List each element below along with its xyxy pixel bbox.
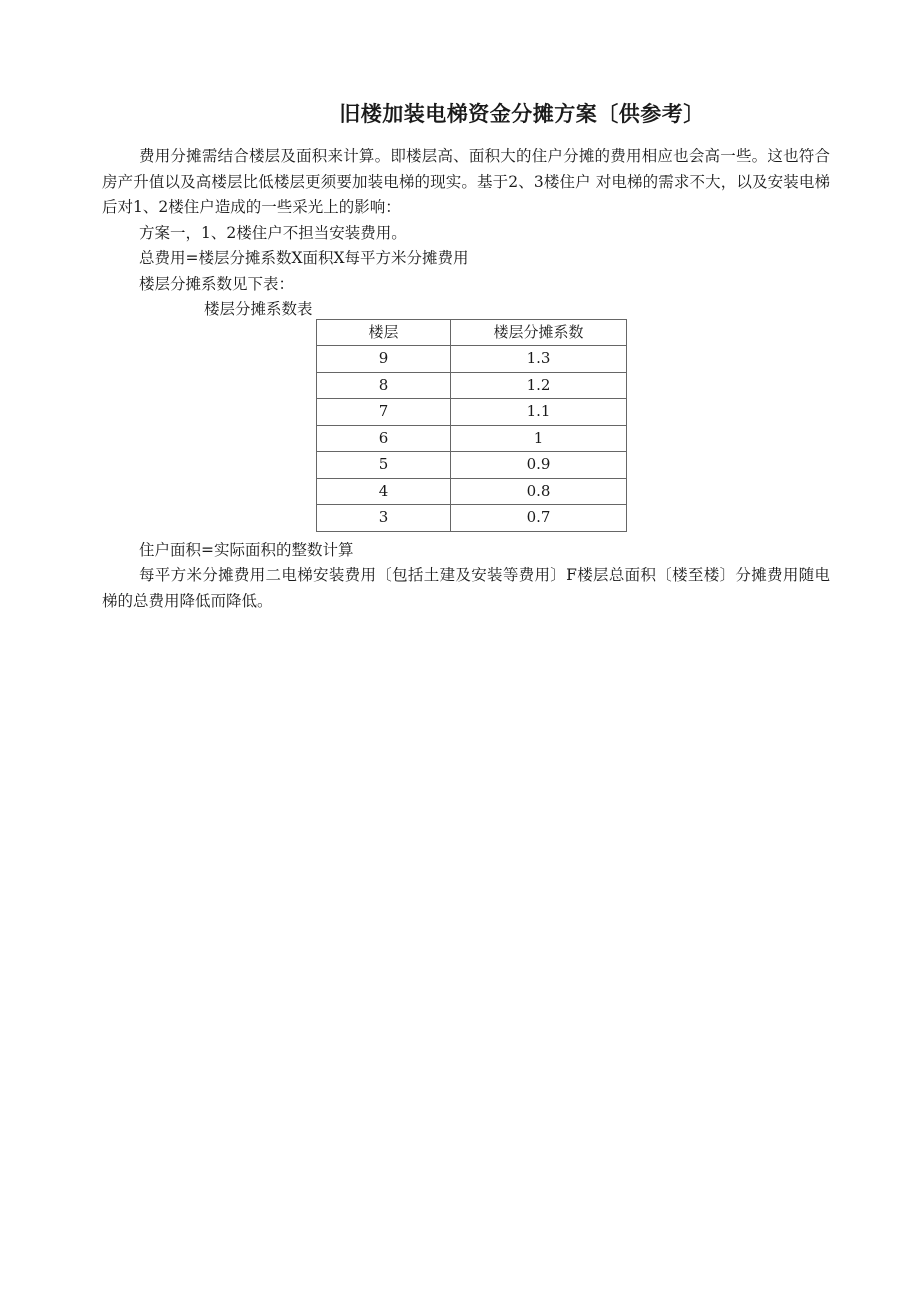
paragraph-total-formula: 总费用=楼层分摊系数X面积X每平方米分摊费用 — [139, 249, 469, 267]
cell-floor: 7 — [317, 399, 451, 426]
cell-floor: 9 — [317, 346, 451, 373]
paragraph-per-sqm-cost: 每平方米分摊费用二电梯安装费用〔包括土建及安装等费用〕F楼层总面积〔楼至楼〕分摊费用随电梯的总费用降低而降低。 — [102, 566, 830, 610]
cell-floor: 8 — [317, 372, 451, 399]
table-row — [317, 452, 627, 479]
table-row — [317, 372, 627, 399]
cell-coefficient: 0.8 — [451, 478, 627, 505]
cell-floor: 3 — [317, 505, 451, 532]
paragraph-cost-basis: 费用分摊需结合楼层及面积来计算。即楼层高、面积大的住户分摊的费用相应也会高一些。这也符合房产升值以及高楼层比低楼层更须要加装电梯的现实。基于2、3楼住户 对电梯的需求不大，以及安装电梯后对1、2楼住户造成的一些采光上的影响： — [102, 147, 830, 216]
document-body — [102, 144, 830, 614]
table-row — [317, 346, 627, 373]
table-row — [317, 399, 627, 426]
cell-coefficient: 1 — [451, 425, 627, 452]
header-coefficient: 楼层分摊系数 — [451, 319, 627, 346]
table-row — [317, 425, 627, 452]
cell-coefficient: 0.9 — [451, 452, 627, 479]
paragraph-plan-one: 方案一，1、2楼住户不担当安装费用。 — [139, 223, 407, 242]
cell-coefficient: 1.3 — [451, 346, 627, 373]
floor-coefficient-table — [316, 319, 627, 532]
paragraph-area-rule: 住户面积=实际面积的整数计算 — [139, 540, 354, 559]
cell-floor: 6 — [317, 425, 451, 452]
table-row — [317, 505, 627, 532]
table-header-row — [317, 319, 627, 346]
cell-floor: 5 — [317, 452, 451, 479]
table-row — [317, 478, 627, 505]
table-caption: 楼层分摊系数表 — [204, 300, 313, 318]
cell-coefficient: 0.7 — [451, 505, 627, 532]
document-title: 旧楼加装电梯资金分摊方案〔供参考〕 — [339, 102, 705, 126]
paragraph-see-table: 楼层分摊系数见下表： — [139, 274, 295, 293]
cell-coefficient: 1.1 — [451, 399, 627, 426]
header-floor: 楼层 — [317, 319, 451, 346]
cell-floor: 4 — [317, 478, 451, 505]
cell-coefficient: 1.2 — [451, 372, 627, 399]
